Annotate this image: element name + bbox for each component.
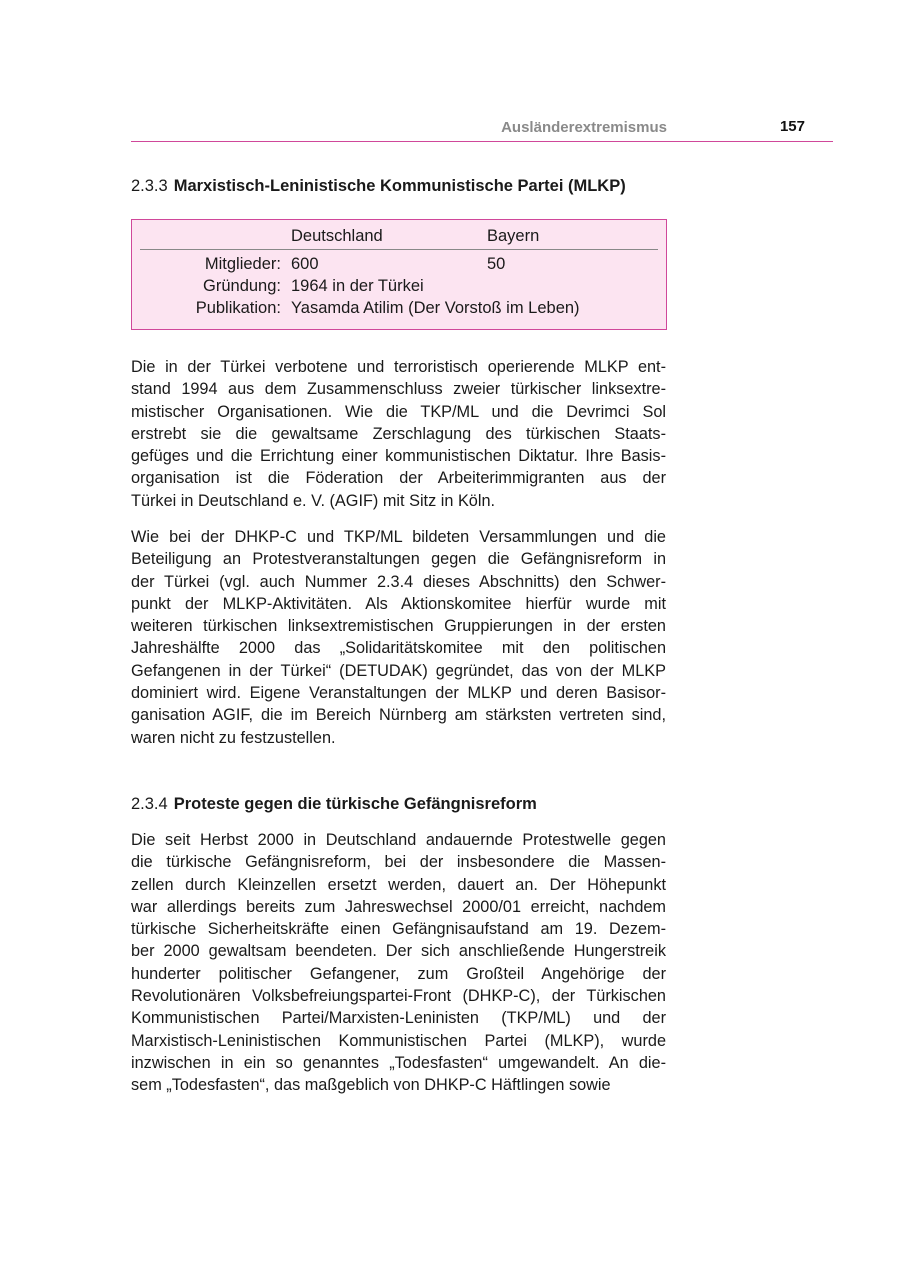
section-heading-2-3-3	[131, 177, 626, 196]
text-line: der Türkei (vgl. auch Nummer 2.3.4 dieses Abschnitts) den Schwer-	[131, 572, 666, 591]
row-label: Gründung:	[203, 277, 281, 295]
text-line: weiteren türkischen linksextremistischen Gruppierungen in der ersten	[131, 617, 666, 636]
section-number: 2.3.4	[131, 795, 168, 813]
paragraph	[131, 356, 666, 512]
text-line: gefüges und die Errichtung einer kommunistischen Diktatur. Ihre Basis-	[131, 447, 666, 466]
text-line: mistischer Organisationen. Wie die TKP/ML und die Devrimci Sol	[131, 402, 666, 421]
text-line: Die seit Herbst 2000 in Deutschland andauernde Protestwelle gegen	[131, 831, 666, 849]
text-line: dominiert wird. Eigene Veranstaltungen der MLKP und deren Basisor-	[131, 684, 666, 703]
text-line: sem „Todesfasten“, das maßgeblich von DHKP-C Häftlingen sowie	[131, 1076, 611, 1095]
text-line: war allerdings bereits zum Jahreswechsel 2000/01 erreicht, nachdem	[131, 897, 666, 916]
text-line: ganisation AGIF, die im Bereich Nürnberg am stärksten vertreten sind,	[131, 706, 666, 725]
header-title: Ausländerextremismus	[501, 119, 667, 136]
row-label: Mitglieder:	[204, 255, 281, 273]
text-line: Wie bei der DHKP-C und TKP/ML bildeten Versammlungen und die	[131, 528, 666, 546]
text-line: Die in der Türkei verbotene und terroristisch operierende MLKP ent-	[131, 358, 666, 376]
table-divider	[140, 249, 658, 250]
text-line: inzwischen in ein so genanntes „Todesfasten“ umgewandelt. An die-	[131, 1053, 666, 1072]
text-line: punkt der MLKP-Aktivitäten. Als Aktionskomitee hierfür wurde mit	[131, 594, 666, 613]
text-line: türkische Sicherheitskräfte einen Gefängnisaufstand am 19. Dezem-	[131, 920, 666, 939]
text-line: waren nicht zu festzustellen.	[131, 728, 336, 747]
paragraph	[131, 526, 666, 749]
text-line: Revolutionären Volksbefreiungspartei-Front (DHKP-C), der Türkischen	[131, 987, 666, 1006]
column-header-bayern: Bayern	[487, 227, 540, 245]
text-line: Marxistisch-Leninistischen Kommunistischen Partei (MLKP), wurde	[131, 1031, 666, 1050]
paragraph	[131, 829, 666, 1097]
text-line: ber 2000 gewaltsam beendeten. Der sich anschließende Hungerstreik	[131, 942, 666, 961]
text-line: organisation ist die Föderation der Arbeiterimmigranten aus der	[131, 469, 666, 488]
value-deutschland: 1964 in der Türkei	[291, 277, 424, 295]
row-label: Publikation:	[195, 299, 281, 317]
text-line: Kommunistischen Partei/Marxisten-Leninisten (TKP/ML) und der	[131, 1009, 666, 1028]
text-line: Türkei in Deutschland e. V. (AGIF) mit Sitz in Köln.	[131, 491, 496, 510]
text-line: die türkische Gefängnisreform, bei der insbesondere die Massen-	[131, 853, 666, 872]
text-line: Beteiligung an Protestveranstaltungen gegen die Gefängnisreform in	[131, 550, 666, 569]
section-heading-2-3-4	[131, 795, 537, 814]
section-number: 2.3.3	[131, 177, 168, 195]
page-number: 157	[779, 118, 805, 135]
section-title: Proteste gegen die türkische Gefängnisreform	[173, 795, 537, 813]
text-line: zellen durch Kleinzellen ersetzt werden, dauert an. Der Höhepunkt	[131, 875, 666, 894]
value-deutschland: 600	[291, 255, 319, 273]
text-line: erstrebt sie die gewaltsame Zerschlagung des türkischen Staats-	[131, 424, 666, 443]
section-title: Marxistisch-Leninistische Kommunistische Partei (MLKP)	[173, 177, 626, 195]
text-line: hunderter politischer Gefangener, zum Großteil Angehörige der	[131, 964, 666, 983]
fact-box	[131, 219, 667, 330]
text-line: Gefangenen in der Türkei“ (DETUDAK) gegründet, das von der MLKP	[131, 661, 666, 680]
text-line: Jahreshälfte 2000 das „Solidaritätskomitee mit den politischen	[131, 639, 666, 658]
value-deutschland: Yasamda Atilim (Der Vorstoß im Leben)	[291, 299, 580, 317]
text-line: stand 1994 aus dem Zusammenschluss zweier türkischer linksextre-	[131, 380, 666, 399]
running-header	[131, 116, 833, 142]
value-bayern: 50	[487, 255, 506, 273]
column-header-deutschland: Deutschland	[291, 227, 383, 245]
